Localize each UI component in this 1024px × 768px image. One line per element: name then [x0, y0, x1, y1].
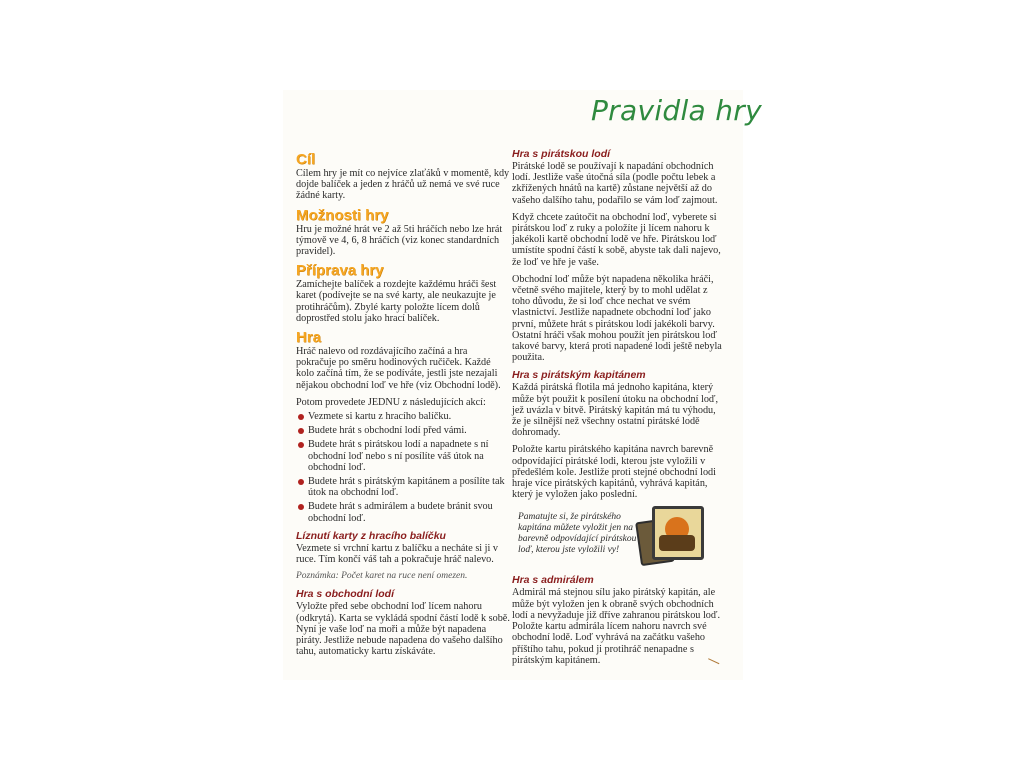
paragraph-hra-2: Potom provedete JEDNU z následujících akcí:	[296, 396, 486, 408]
left-column	[296, 146, 510, 664]
heading-hra: Hra	[296, 329, 322, 347]
heading-piratsky-kapitan: Hra s pirátským kapitánem	[512, 369, 646, 382]
list-item: Budete hrát s admirálem a budete bránit svou obchodní loď.	[296, 501, 510, 523]
page-title: Pravidla hry	[591, 94, 762, 127]
heading-admiral: Hra s admirálem	[512, 574, 594, 587]
heading-obchodni-lod: Hra s obchodní lodí	[296, 588, 395, 601]
list-item: Budete hrát s pirátskou lodí a napadnete s ní obchodní loď nebo s ní posílíte váš útok na obchodní loď.	[296, 439, 510, 473]
note-pocet-karet: Poznámka: Počet karet na ruce není omezen.	[296, 571, 468, 582]
paragraph-moznosti-hry: Hru je možné hrát ve 2 až 5ti hráčích nebo lze hrát týmově ve 4, 6, 8 hráčích (viz konec standardních pravidel).	[296, 223, 503, 258]
right-column	[512, 142, 727, 672]
paragraph-liznuti-karty: Vezmete si vrchní kartu z balíčku a necháte si ji v ruce. Tím končí váš tah a pokračuje hráč nalevo.	[296, 542, 498, 566]
paragraph-priprava-hry: Zamíchejte balíček a rozdejte každému hráči šest karet (podívejte se na své karty, ale neukazujte je protihráčům). Zbylé karty položte lícem dolů doprostřed stolu jako hrací balíček.	[296, 279, 497, 324]
paragraph-cil: Cílem hry je mít co nejvíce zlaťáků v momentě, kdy dojde balíček a jeden z hráčů už nemá ve své ruce žádné karty.	[296, 168, 510, 202]
tip-text: Pamatujte si, že pirátského kapitána můžete vyložit jen na barevně odpovídající pirátskou loď, kterou jste vyložili vy!	[518, 512, 637, 556]
tip-box	[512, 506, 727, 568]
paragraph-kapitan-2: Položte kartu pirátského kapitána navrch barevně odpovídající pirátské lodi, kterou jste vyložili v předešlém kole. Jestliže proti stejné obchodní lodi hraje více pirátských kapitánů, vyhrává kapitán, který je vyložen jako poslední.	[512, 444, 716, 501]
paragraph-piratska-3: Obchodní loď může být napadena několika hráči, včetně svého majitele, který by to mohl udělat z toho důvodu, že si loď chce nechat ve svém vlastnictví. Jestliže napadnete obchodní loď jako první, můžete hrát s pirátskou lodí jakékoli barvy. Ostatní hráči však mohou použít jen pirátskou loď takové barvy, která proti napadené lodi ještě nebyla použita.	[512, 273, 722, 364]
heading-liznuti-karty: Líznutí karty z hracího balíčku	[296, 529, 446, 542]
pirate-captain-card-illustration	[652, 506, 704, 560]
list-item: Budete hrát s obchodní lodí před vámi.	[296, 425, 510, 436]
heading-priprava-hry: Příprava hry	[296, 262, 384, 280]
list-item: Vezmete si kartu z hracího balíčku.	[296, 411, 510, 422]
paragraph-kapitan-1: Každá pirátská flotila má jednoho kapitána, který může být použit k posílení útoku na obchodní loď, jež uvázla v bitvě. Pirátský kapitán má tu výhodu, že je silnější než všechny ostatní pirátské lodě dohromady.	[512, 382, 719, 439]
paragraph-hra-1: Hráč nalevo od rozdávajícího začíná a hra pokračuje po směru hodinových ručiček. Každé kolo začíná tím, že se podíváte, jestli jste nezajali nějakou obchodní loď ve hře (viz Obchodní lodě).	[296, 346, 501, 391]
paragraph-piratska-2: Když chcete zaútočit na obchodní loď, vyberete si pirátskou loď z ruky a položíte ji lícem nahoru k jakékoli kartě obchodní lodě ve hře. Pirátskou loď umístíte spodní částí k sobě, abyste tak dali najevo, že loď ve hře je vaše.	[512, 211, 721, 268]
paragraph-piratska-1: Pirátské lodě se používají k napadání obchodních lodí. Jestliže vaše útočná síla (podle počtu lebek a zkřížených hnátů na kartě) zůstane největší až do vašeho dalšího tahu, podařilo se vám loď zajmout.	[512, 161, 718, 206]
paragraph-obchodni-lod: Vyložte před sebe obchodní loď lícem nahoru (odkrytá). Karta se vykládá spodní částí lodě k sobě. Nyní je vaše loď na moři a může být napadena piráty. Jestliže nebude napadena do vašeho dalšího tahu, automaticky kartu získáváte.	[296, 601, 510, 658]
heading-cil: Cíl	[296, 151, 316, 168]
heading-moznosti-hry: Možnosti hry	[296, 206, 389, 224]
heading-piratska-lod: Hra s pirátskou lodí	[512, 148, 611, 160]
card-art-figure	[659, 535, 695, 551]
paragraph-admiral: Admirál má stejnou sílu jako pirátský kapitán, ale může být vyložen jen k obraně svých obchodních lodí a nevyžaduje již dříve zahranou pirátskou loď. Položte kartu admirála lícem nahoru navrch své obchodní lodě. Loď vyhrává na začátku vašeho příštího tahu, pokud ji protihráč nenapadne s pirátským kapitánem.	[512, 587, 721, 666]
list-item: Budete hrát s pirátským kapitánem a posílíte tak útok na obchodní loď.	[296, 476, 510, 498]
action-list	[296, 411, 510, 524]
